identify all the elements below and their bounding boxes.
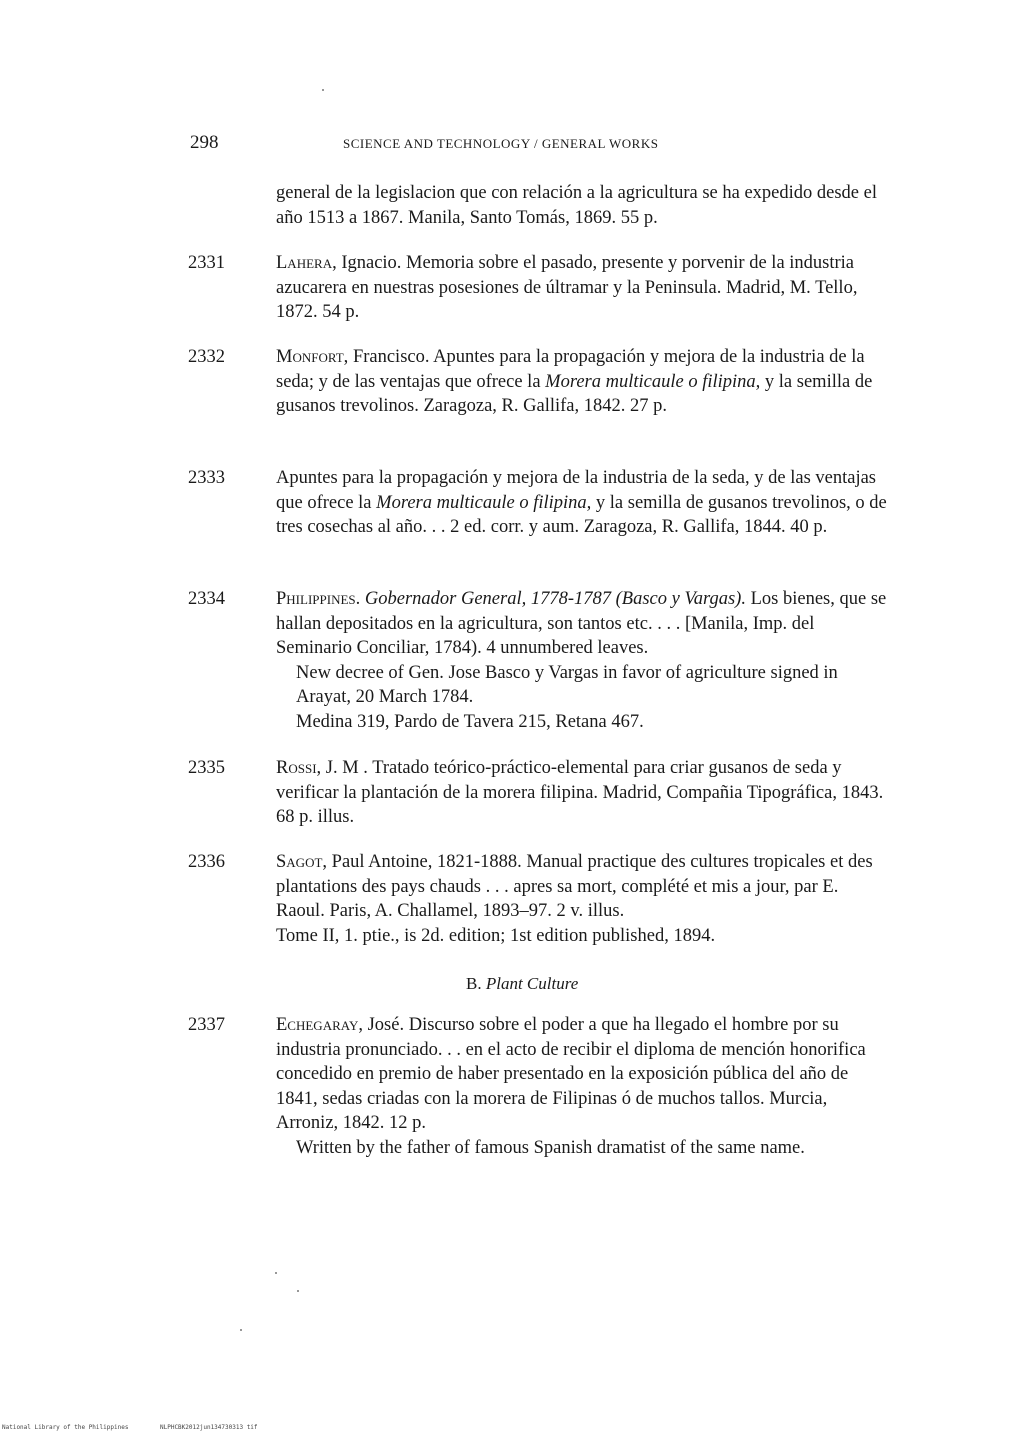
entry-text (276, 850, 888, 948)
entry-citation: Apuntes para la propagación y mejora de la industria de la seda, y de las ventajas que ofrece la (276, 468, 877, 513)
entry-note: Tome II, 1. ptie., is 2d. edition; 1st edition published, 1894. (276, 925, 716, 946)
entry-number: 2331 (188, 253, 225, 273)
entry-continuation (188, 181, 888, 230)
scan-speck (297, 1290, 299, 1292)
entry-citation: José. Discurso sobre el poder a que ha llegado el hombre por su industria pronunciado. . . en el acto de recibir el diploma de mención honorifica concedido en premio de haber presentado en la exposición pública del año de 1841, sedas criadas con la morera de Filipinas ó de muchos tallos. Murcia, Arroniz, 1842. 12 p. (276, 1015, 866, 1133)
entry-text (276, 251, 888, 325)
entry-number: 2333 (188, 468, 225, 488)
entry-italic-title: Morera multicaule o filipina, (545, 371, 761, 392)
entry-citation-rest: y la semilla de gusanos trevolinos, o de tres cosechas al año. . . 2 ed. corr. y aum. Zaragoza, R. Gallifa, 1844. 40 p. (276, 492, 887, 537)
entry-note-refs: Medina 319, Pardo de Tavera 215, Retana 467. (296, 711, 644, 732)
entry-2333 (188, 466, 888, 540)
entry-2337 (188, 1013, 888, 1160)
section-heading (466, 974, 578, 994)
entry-note: New decree of Gen. Jose Basco y Vargas in favor of agriculture signed in Arayat, 20 March 1784. (296, 662, 838, 707)
entry-author: Monfort, (276, 347, 349, 367)
section-title: Plant Culture (485, 974, 579, 993)
entry-italic-title: Morera multicaule o filipina, (376, 492, 592, 513)
entry-2332 (188, 345, 888, 419)
entry-note: Written by the father of famous Spanish dramatist of the same name. (296, 1137, 805, 1158)
entry-author: Echegaray, (276, 1015, 363, 1035)
entry-text (276, 587, 888, 734)
scan-speck (322, 89, 324, 91)
entry-citation-rest: y la semilla de gusanos trevolinos. Zaragoza, R. Gallifa, 1842. 27 p. (276, 371, 873, 416)
entry-text (276, 345, 888, 419)
entry-number: 2335 (188, 758, 225, 778)
page-number: 298 (190, 132, 219, 153)
entry-author: Lahera, (276, 253, 337, 273)
scan-speck (275, 1272, 277, 1274)
scan-speck (240, 1329, 242, 1331)
footer-library: National Library of the Philippines (2, 1424, 129, 1431)
entry-text: general de la legislacion que con relación a la agricultura se ha expedido desde el año 1513 a 1867. Manila, Santo Tomás, 1869. 55 p. (276, 183, 877, 228)
entry-text (276, 756, 888, 830)
entry-2334 (188, 587, 888, 734)
entry-number: 2336 (188, 852, 225, 872)
entry-number: 2332 (188, 347, 225, 367)
section-letter: B. (466, 974, 482, 993)
entry-citation: Los bienes, que se hallan depositados en la agricultura, son tantos etc. . . . [Manila, Imp. del Seminario Conciliar, 1784). 4 unnumbered leaves. (276, 589, 887, 658)
entry-italic-title: Gobernador General, 1778-1787 (Basco y Vargas). (360, 589, 746, 609)
entry-author: Sagot, (276, 852, 328, 872)
entry-number: 2334 (188, 589, 225, 609)
entry-2335 (188, 756, 888, 830)
entry-author: Philippines. (276, 589, 361, 609)
entry-citation: Paul Antoine, 1821-1888. Manual practique des cultures tropicales et des plantations des pays chauds . . . apres sa mort, complété et mis a jour, par E. Raoul. Paris, A. Challamel, 1893–97. 2 v. illus. (276, 852, 873, 921)
entry-text (276, 466, 888, 540)
entry-author: Rossi, (276, 758, 322, 778)
entry-citation: Francisco. Apuntes para la propagación y mejora de la industria de la seda; y de las ventajas que ofrece la (276, 347, 865, 392)
entry-text (276, 1013, 888, 1160)
entry-citation: Ignacio. Memoria sobre el pasado, presente y porvenir de la industria azucarera en nuestras posesiones de últramar y la Peninsula. Madrid, M. Tello, 1872. 54 p. (276, 253, 858, 322)
footer-file-id: NLPHCBK2012jun134730313 tif (160, 1424, 258, 1431)
entry-number: 2337 (188, 1015, 225, 1035)
entry-citation: J. M . Tratado teórico-práctico-elemental para criar gusanos de seda y verificar la plantación de la morera filipina. Madrid, Compañia Tipográfica, 1843. 68 p. illus. (276, 758, 884, 827)
entry-2331 (188, 251, 888, 325)
running-head: SCIENCE AND TECHNOLOGY / GENERAL WORKS (343, 136, 659, 151)
entry-2336 (188, 850, 888, 948)
